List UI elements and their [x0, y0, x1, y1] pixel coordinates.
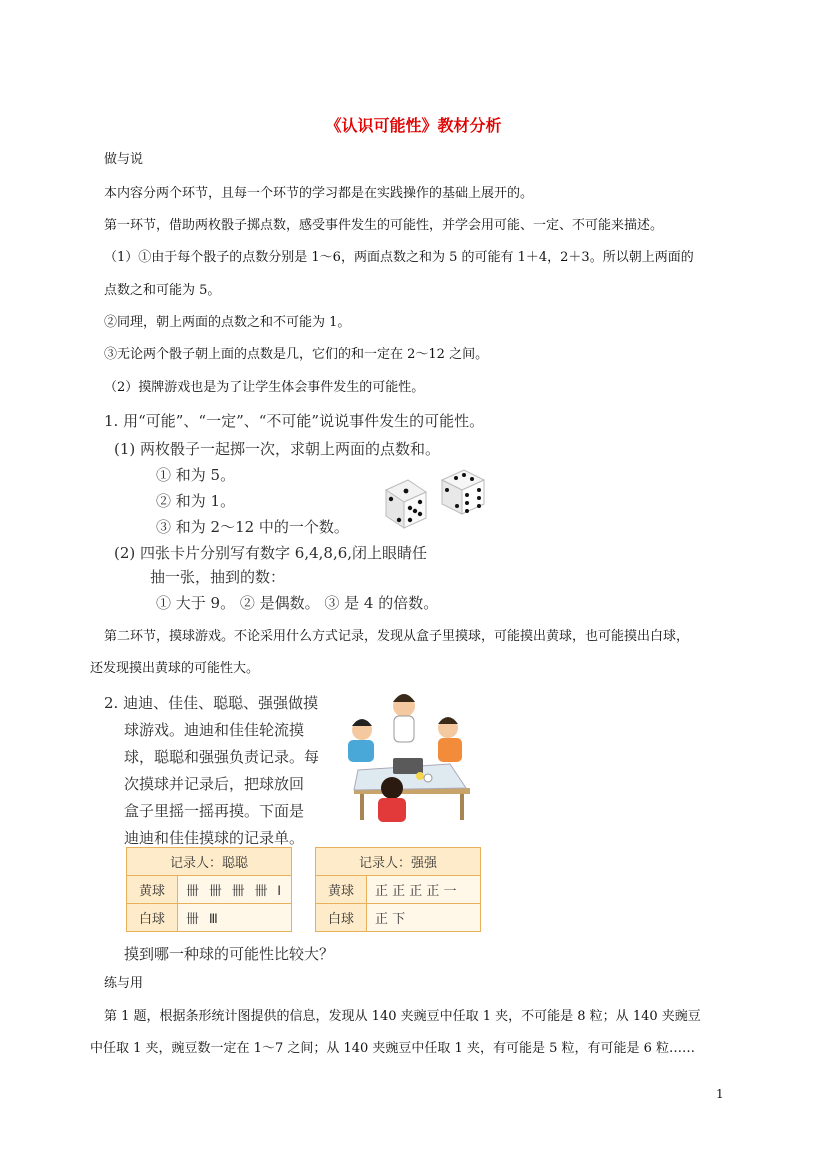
- paragraph: ③无论两个骰子朝上面的点数是几，它们的和一定在 2～12 之间。: [104, 347, 489, 362]
- paragraph: 中任取 1 夹，豌豆数一定在 1～7 之间；从 140 夹豌豆中任取 1 夹，有可能是 5 粒，有可能是 6 粒……: [90, 1041, 696, 1056]
- paragraph: 第 1 题，根据条形统计图提供的信息，发现从 140 夹豌豆中任取 1 夹，不可能是 8 粒；从 140 夹豌豆: [104, 1009, 701, 1024]
- page-number: 1: [716, 1087, 724, 1101]
- dice-illustration: [380, 466, 500, 536]
- paragraph: （2）摸牌游戏也是为了让学生体会事件发生的可能性。: [104, 380, 425, 395]
- paragraph: 点数之和可能为 5。: [104, 283, 221, 298]
- textbook-figure-ball-game: 2. 迪迪、佳佳、聪聪、强强做摸 球游戏。迪迪和佳佳轮流摸 球，聪聪和强强负责记录。每 次摸球并记录后，把球放回 盒子里摇一摇再摸。下面是 迪迪和佳佳摸球的记录单。 记录人：聪聪 黄球 卌 卌 卌 卌 Ⅰ 白球 卌 Ⅲ 记录人：强强 黄球 正 正 正 正 一 白球 正 下 摸到哪一种球的可能性比较大？: [100, 690, 500, 965]
- section-heading-zuo-yu-shuo: 做与说: [104, 152, 144, 167]
- paragraph: （1）①由于每个骰子的点数分别是 1～6，两面点数之和为 5 的可能有 1＋4，2＋3。所以朝上两面的: [104, 250, 694, 265]
- paragraph: ②同理，朝上两面的点数之和不可能为 1。: [104, 315, 351, 330]
- page-title: 《认识可能性》教材分析: [325, 116, 502, 135]
- paragraph: 还发现摸出黄球的可能性大。: [90, 661, 260, 676]
- child-icon: [438, 717, 462, 762]
- section-heading-lian-yu-yong: 练与用: [104, 976, 144, 991]
- paragraph: 本内容分两个环节，且每一个环节的学习都是在实践操作的基础上展开的。: [104, 186, 534, 201]
- dice-icon: [386, 480, 426, 528]
- record-table-qiangqiang: 记录人：强强 黄球 正 正 正 正 一 白球 正 下: [315, 847, 481, 932]
- dice-icon: [442, 470, 484, 514]
- paragraph: 第一环节，借助两枚骰子掷点数，感受事件发生的可能性，并学会用可能、一定、不可能来描述。: [104, 218, 664, 233]
- children-playing-illustration: [338, 692, 482, 832]
- child-icon: [378, 777, 406, 822]
- record-table-congcong: 记录人：聪聪 黄球 卌 卌 卌 卌 Ⅰ 白球 卌 Ⅲ: [126, 847, 292, 932]
- child-icon: [348, 719, 374, 762]
- child-icon: [393, 694, 415, 742]
- question: 摸到哪一种球的可能性比较大？: [124, 945, 335, 963]
- paragraph: 第二环节，摸球游戏。不论采用什么方式记录，发现从盒子里摸球，可能摸出黄球，也可能摸出白球，: [104, 629, 690, 644]
- textbook-figure-dice: 1. 用“可能”、“一定”、“不可能”说说事件发生的可能性。 (1) 两枚骰子一起掷一次，求朝上两面的点数和。 ① 和为 5。 ② 和为 1。 ③ 和为 2～12 中的一个数。 (2) 四张卡片分别写有数字 6,4,8,6,闭上眼睛任 抽一张，抽到的数： ① 大于 9。 ② 是偶数。 ③ 是 4 的倍数。: [100, 408, 510, 613]
